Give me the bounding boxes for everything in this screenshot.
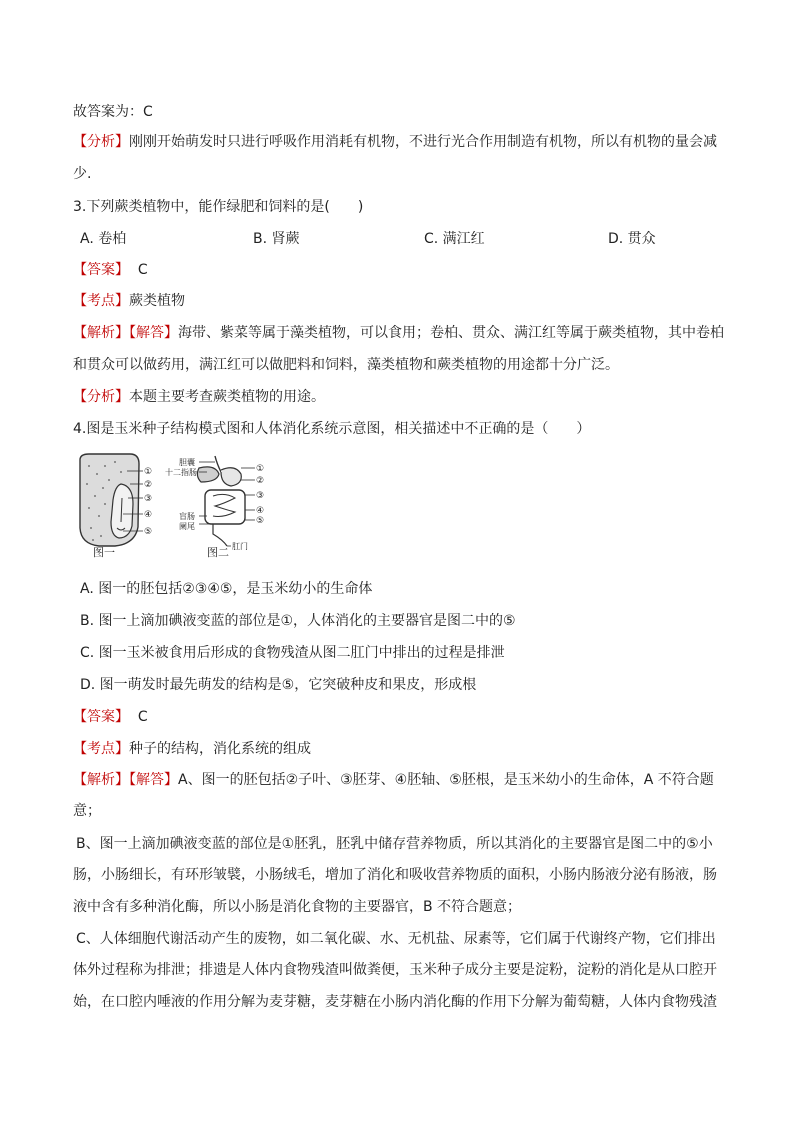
- q4-explain-c-line-1: C、人体细胞代谢活动产生的废物，如二氧化碳、水、无机盐、尿素等，它们属于代谢终产物，它们排出: [76, 931, 716, 947]
- q4-option-d: D. 图一萌发时最先萌发的结构是⑤，它突破种皮和果皮，形成根: [80, 677, 477, 693]
- explain-tag: 【解析】【解答】: [73, 325, 178, 341]
- q3-option-c: C. 满江红: [424, 231, 485, 247]
- answer-value: C: [137, 709, 148, 725]
- corn-seed-diagram: [80, 454, 152, 559]
- fig2-label-1: ①: [256, 464, 265, 474]
- fig1-caption: 图一: [93, 546, 115, 559]
- prev-analysis-line: [73, 131, 723, 153]
- point-tag: 【考点】: [73, 293, 129, 309]
- q4-option-a: A. 图一的胚包括②③④⑤，是玉米幼小的生命体: [80, 581, 373, 597]
- q3-explain-line-2: 和贯众可以做药用，满江红可以做肥料和饲料，藻类植物和蕨类植物的用途都十分广泛。: [73, 357, 619, 373]
- answer-tag: 【答案】: [73, 709, 129, 725]
- q3-option-b: B. 肾蕨: [253, 231, 300, 247]
- q4-explain-a-line-2: 意；: [73, 803, 101, 819]
- fig2-gallbladder: 胆囊: [179, 458, 195, 467]
- q4-explain-b-line-2: 肠，小肠细长，有环形皱襞，小肠绒毛，增加了消化和吸收营养物质的面积，小肠内肠液分泌有肠液，肠: [73, 867, 717, 883]
- q3-point-line: [73, 290, 723, 312]
- prev-analysis-line-2: 少.: [73, 166, 92, 182]
- prev-answer-line: 故答案为：C: [73, 104, 153, 120]
- point-text: 种子的结构，消化系统的组成: [129, 741, 311, 757]
- fig1-label-4: ④: [144, 510, 153, 520]
- explain-text: A、图一的胚包括②子叶、③胚芽、④胚轴、⑤胚根，是玉米幼小的生命体，A 不符合题: [178, 772, 714, 788]
- fig1-label-5: ⑤: [144, 527, 153, 537]
- q4-explain-a-line-1: [73, 769, 723, 791]
- corn-seed-digestive-figure: [75, 452, 275, 560]
- explain-tag: 【解析】【解答】: [73, 772, 178, 788]
- fig2-anus: 肛门: [232, 542, 248, 551]
- q3-analysis-line: [73, 386, 723, 408]
- q4-option-b: B. 图一上滴加碘液变蓝的部位是①，人体消化的主要器官是图二中的⑤: [80, 613, 516, 629]
- q4-stem: 4.图是玉米种子结构模式图和人体消化系统示意图，相关描述中不正确的是（ ）: [73, 421, 591, 437]
- fig2-label-4: ④: [256, 506, 265, 516]
- fig2-label-3: ③: [256, 491, 265, 501]
- q3-answer-line: [73, 259, 723, 281]
- analysis-tag: 【分析】: [73, 389, 129, 405]
- q3-option-d: D. 贯众: [608, 231, 656, 247]
- q4-point-line: [73, 738, 723, 760]
- fig1-label-3: ③: [144, 494, 153, 504]
- fig1-label-2: ②: [144, 480, 153, 490]
- q4-explain-c-line-2: 体外过程称为排泄；排遗是人体内食物残渣叫做粪便，玉米种子成分主要是淀粉，淀粉的消化是从口腔开: [73, 962, 717, 978]
- fig2-label-5: ⑤: [256, 516, 265, 526]
- point-tag: 【考点】: [73, 741, 129, 757]
- q4-explain-b-line-1: B、图一上滴加碘液变蓝的部位是①胚乳，胚乳中储存营养物质，所以其消化的主要器官是图二中的⑤小: [76, 836, 713, 852]
- fig1-label-1: ①: [144, 467, 153, 477]
- analysis-text: 本题主要考查蕨类植物的用途。: [129, 389, 325, 405]
- answer-value: C: [137, 262, 148, 278]
- fig2-label-2: ②: [256, 476, 265, 486]
- fig2-duodenum: 十二指肠: [165, 468, 197, 477]
- q4-option-c: C. 图一玉米被食用后形成的食物残渣从图二肛门中排出的过程是排泄: [80, 645, 505, 661]
- analysis-text: 刚刚开始萌发时只进行呼吸作用消耗有机物，不进行光合作用制造有机物，所以有机物的量会减: [129, 134, 717, 150]
- digestive-system-diagram: [165, 456, 264, 559]
- q4-answer-line: [73, 706, 723, 728]
- fig2-cecum: 盲肠: [179, 512, 195, 521]
- point-text: 蕨类植物: [129, 293, 185, 309]
- explain-text: 海带、紫菜等属于藻类植物，可以食用；卷柏、贯众、满江红等属于蕨类植物，其中卷柏: [178, 325, 724, 341]
- q3-stem: 3.下列蕨类植物中，能作绿肥和饲料的是( ): [73, 199, 364, 215]
- fig2-caption: 图二: [207, 546, 229, 559]
- q3-explain-line-1: [73, 322, 723, 344]
- q4-explain-c-line-3: 始，在口腔内唾液的作用分解为麦芽糖，麦芽糖在小肠内消化酶的作用下分解为葡萄糖，人体内食物残渣: [73, 994, 717, 1010]
- q4-explain-b-line-3: 液中含有多种消化酶，所以小肠是消化食物的主要器官，B 不符合题意；: [73, 899, 522, 915]
- q3-option-a: A. 卷柏: [80, 231, 127, 247]
- answer-tag: 【答案】: [73, 262, 129, 278]
- fig2-appendix: 阑尾: [179, 522, 195, 531]
- analysis-tag: 【分析】: [73, 134, 129, 150]
